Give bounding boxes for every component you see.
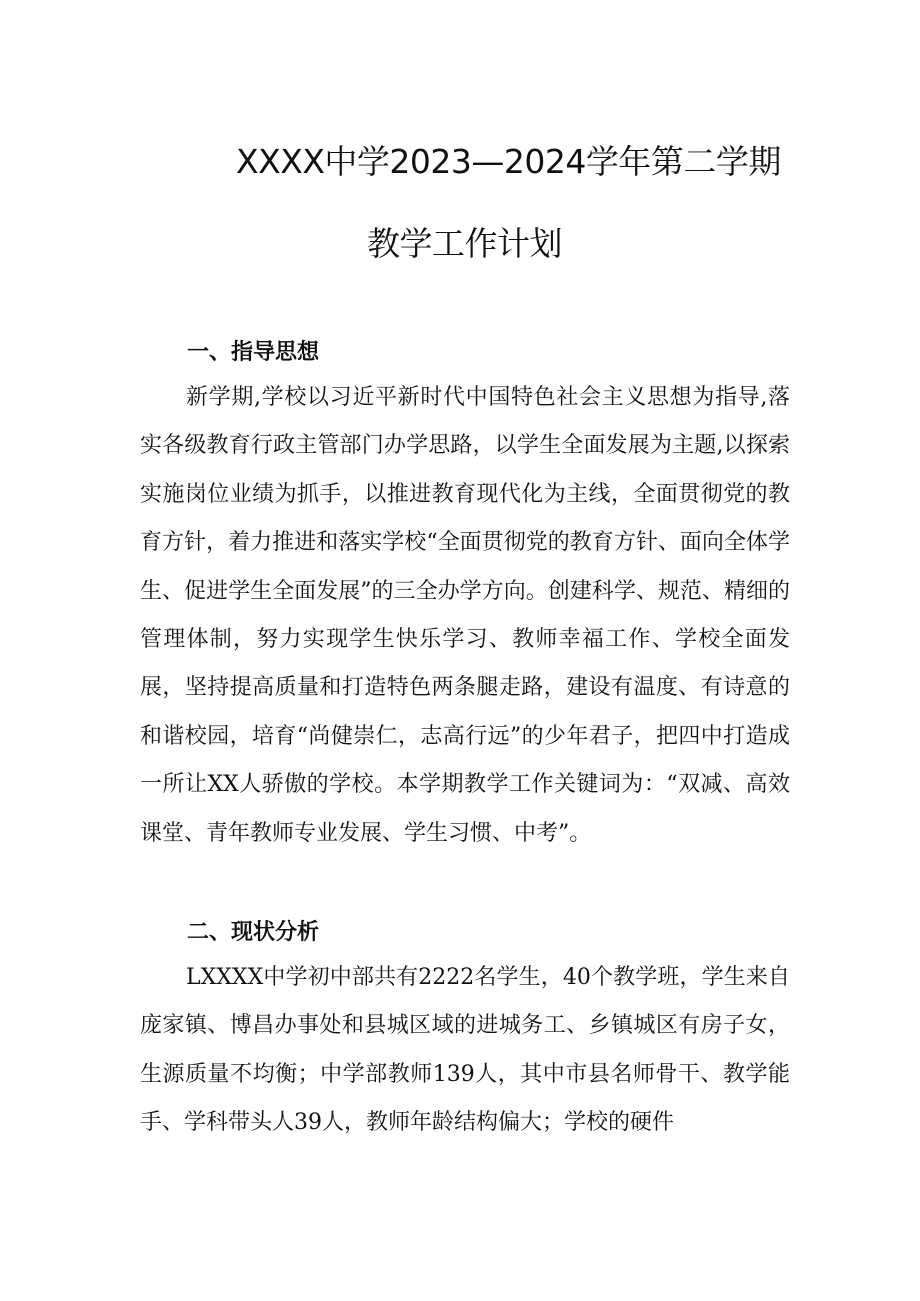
section-paragraph-guiding-ideology: 新学期,学校以习近平新时代中国特色社会主义思想为指导,落实各级教育行政主管部门办学思路，以学生全面发展为主题,以探索实施岗位业绩为抓手，以推进教育现代化为主线，全面贯彻党的教育方针，着力推进和落实学校“全面贯彻党的教育方针、面向全体学生、促进学生全面发展”的三全办学方向。创建科学、规范、精细的管理体制，努力实现学生快乐学习、教师幸福工作、学校全面发展，坚持提高质量和打造特色两条腿走路，建设有温度、有诗意的和谐校园，培育“尚健崇仁，志高行远”的少年君子，把四中打造成一所让XX人骄傲的学校。本学期教学工作关键词为：“双减、高效课堂、青年教师专业发展、学生习惯、中考”。 [140,385,790,846]
section-paragraph-status-analysis: LXXXX中学初中部共有2222名学生，40个教学班，学生来自庞家镇、博昌办事处和县城区域的进城务工、乡镇城区有房子女，生源质量不均衡；中学部教师139人，其中市县名师骨干、教学能手、学科带头人39人，教师年龄结构偏大；学校的硬件 [140,965,790,1136]
document-title-line-1: XXXX中学2023—2024学年第二学期 [236,142,781,181]
section-heading-guiding-ideology: 一、指导思想 [187,340,320,365]
section-heading-status-analysis: 二、现状分析 [187,920,320,945]
document-title-line-2: 教学工作计划 [367,224,562,263]
